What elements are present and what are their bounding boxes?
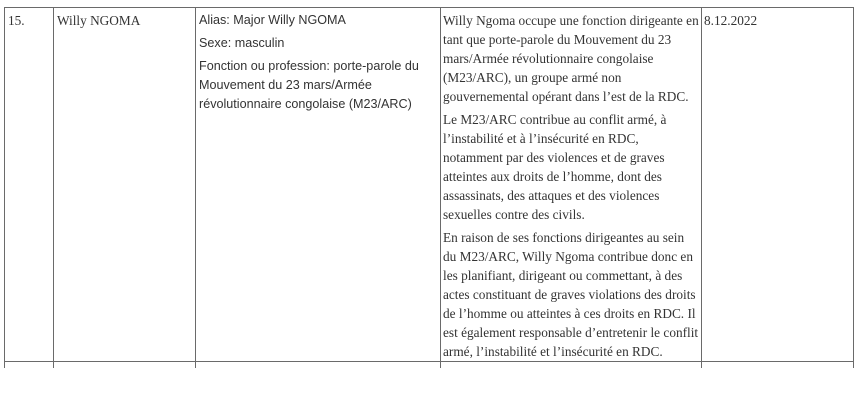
entry-number-cell: [5, 8, 54, 362]
reason-paragraph: Willy Ngoma occupe une fonction dirigeante en tant que porte-parole du Mouvement du 23 mars/Armée révolutionnaire congolaise (M23/ARC), un groupe armé non gouvernemental opérant dans l’est de la RDC.: [443, 13, 699, 104]
function-text: Fonction ou profession: porte-parole du Mouvement du 23 mars/Armée révolutionnaire congolaise (M23/ARC): [199, 59, 419, 111]
listing-date-cell: [702, 8, 854, 362]
person-name: Willy NGOMA: [57, 13, 141, 28]
name-cell: [54, 8, 196, 362]
entry-number: 15.: [8, 13, 25, 28]
reason-paragraph: Le M23/ARC contribue au conflit armé, à l’instabilité et à l’insécurité en RDC, notamment par des violences et de graves atteintes aux droits de l’homme, dont des assassinats, des attaques et des violences sexuelles contre des civils.: [443, 112, 667, 222]
sanctions-table: [4, 7, 854, 368]
table-row: [5, 8, 854, 362]
reasons-cell: [441, 8, 702, 362]
reason-paragraph: En raison de ses fonctions dirigeantes au sein du M23/ARC, Willy Ngoma contribue donc en les planifiant, dirigeant ou commettant, à des actes constituant de graves violations des droits de l’homme ou atteintes à ces droits en RDC. Il est également responsable d’entretenir le conflit armé, l’instabilité et l’insécurité en RDC.: [443, 230, 699, 359]
identifying-info-cell: [196, 8, 441, 362]
next-row-partial: [5, 362, 854, 369]
sanctions-table-container: [4, 7, 854, 368]
sex-text: Sexe: masculin: [199, 36, 285, 50]
listing-date: 8.12.2022: [704, 13, 758, 28]
alias-text: Alias: Major Willy NGOMA: [199, 13, 346, 27]
